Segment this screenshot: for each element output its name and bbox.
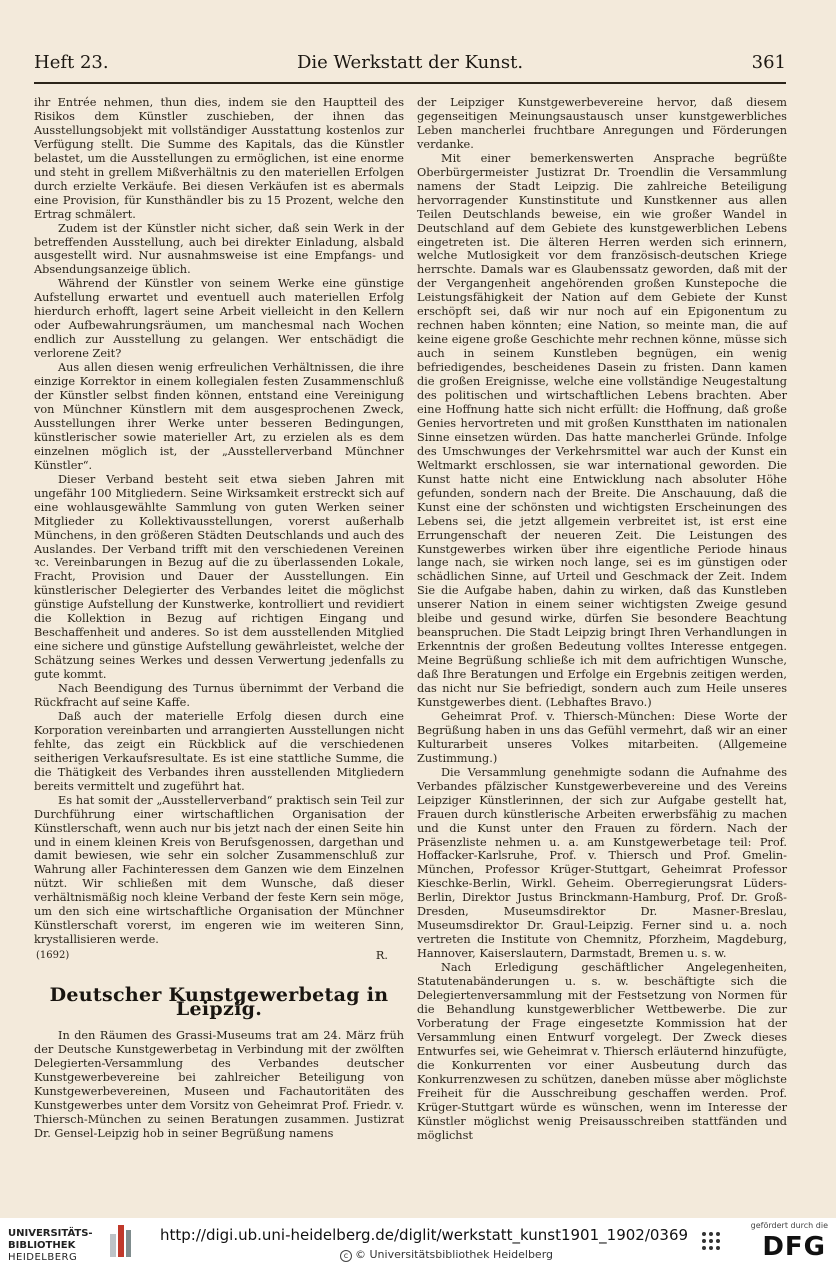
copyright-text: © Universitätsbibliothek Heidelberg [355, 1248, 554, 1261]
dfg-logo: DFG [762, 1232, 826, 1262]
funding-note: gefördert durch die [750, 1221, 828, 1230]
paragraph: Nach Erledigung geschäftlicher Angelegenheiten, Statutenabänderungen u. s. w. beschäftigte sich die Delegiertenversammlung mit der Festsetzung von Normen für die Behandlung kunstgewerblicher Wettbewerbe. Die zur Vorberatung der Frage eingesetzte Kommission hat der Versammlung einen Entwurf vorgelegt. Der Zweck dieses Entwurfes sei, wie Geheimrat v. Thiersch erläuternd hinzufügte, die Konkurrenten vor einer Ausbeutung durch das Konkurrenzwesen zu schützen, daneben müsse aber möglichste Freiheit für die Ausschreibung geschaffen werden. Prof. Krüger-Stuttgart würde es wünschen, wenn im Interesse der Künstler möglichst wenig Preisausschreiben stattfänden und möglichst [417, 961, 787, 1142]
article-number: (1692) [36, 950, 70, 962]
paragraph: der Leipziger Kunstgewerbevereine hervor, daß diesem gegenseitigen Meinungsaustausch unser kunstgewerbliches Leben mancherlei fruchtbare Anregungen und Förderungen verdanke. [417, 96, 787, 151]
copyright-icon: c [340, 1250, 352, 1262]
header-rule [34, 82, 786, 84]
viewer-footer [0, 1218, 836, 1265]
author-initial: R. [375, 949, 388, 963]
right-column [417, 96, 787, 1142]
paragraph: Zudem ist der Künstler nicht sicher, daß sein Werk in der betreffenden Ausstellung, auch bei direkter Einladung, alsbald ausgestellt wird. Nur ausnahmsweise ist eine Empfangs- und Absendungsanzeige üblich. [34, 221, 404, 277]
paragraph: Nach Beendigung des Turnus übernimmt der Verband die Rückfracht auf seine Kaffe. [34, 682, 404, 709]
paragraph: Daß auch der materielle Erfolg diesen durch eine Korporation vereinbarten und arrangierten Ausstellungen nicht fehlte, das zeigt ein Rückblick auf die verschiedenen seitherigen Verkaufsresultate. Es ist eine stattliche Summe, die die Thätigkeit des Verbandes ihren ausstellenden Mitgliedern bereits vermittelt und zugeführt hat. [34, 709, 404, 793]
running-header [34, 48, 786, 78]
page-number: 361 [751, 52, 786, 73]
paragraph: Mit einer bemerkenswerten Ansprache begrüßte Oberbürgermeister Justizrat Dr. Troendlin die Versammlung namens der Stadt Leipzig. Die zahlreiche Beteiligung hervorragender Kunstinstitute und Kunstkenner aus allen Teilen Deutschlands beweise, ein wie großer Wandel in Deutschland auf dem Gebiete des kunstgewerblichen Lebens eingetreten ist. Die älteren Herren werden sich erinnern, welche Mutlosigkeit vor dem französisch-deutschen Kriege herrschte. Damals war es Glaubenssatz geworden, daß mit der der Vergangenheit angehörenden großen Kunstepoche die Leistungsfähigkeit der Nation auf dem Gebiete der Kunst erschöpft sei, daß wir nur noch auf ein Epigonentum zu rechnen haben könnten; eine Nation, so meinte man, die auf keine eigene große Geschichte mehr rechnen könne, müsse sich auch in seinem Kunstleben begnügen, ein wenig befriedigendes, bescheidenes Dasein zu fristen. Dann kamen die großen Ereignisse, welche eine vollständige Neugestaltung des politischen und wirtschaftlichen Lebens brachten. Aber eine Hoffnung hatte sich nicht erfüllt: die Hoffnung, daß große Genies hervortreten und mit großen Kunstthaten im nationalen Sinne einsetzen würden. Das hatte mancherlei Gründe. Infolge des Umschwunges der Verkehrsmittel war auch der Kunst ein Weltmarkt erschlossen, sie war international geworden. Die Kunst hatte nicht eine Entwicklung nach absoluter Höhe gefunden, sondern nach der Breite. Die Anschauung, daß die Kunst eine der schönsten und wichtigsten Erscheinungen des Lebens sei, die jetzt allgemein verbreitet ist, ist erst eine Errungenschaft der neueren Zeit. Die Leistungen des Kunstgewerbes wirken über ihre eigentliche Periode hinaus lange nach, sie wirken noch lange, sei es im günstigen oder schädlichen Sinne, auf Urteil und Geschmack der Zeit. Indem Sie die Aufgabe haben, dahin zu wirken, daß das Kunstleben unserer Nation in einem seiner wichtigsten Zweige gesund bleibe und gesund wirke, dürfen Sie besondere Beachtung beanspruchen. Die Stadt Leipzig bringt Ihren Verhandlungen in Erkenntnis der großen Bedeutung volltes Interesse entgegen. Meine Begrüßung schließe ich mit dem aufrichtigen Wunsche, daß Ihre Beratungen und Erfolge ein Ergebnis zeitigen werden, das nicht nur Sie befriedigt, sondern auch zum Heile unseres Kunstgewerbes dient. (Lebhaftes Bravo.) [417, 151, 787, 709]
paragraph: Die Versammlung genehmigte sodann die Aufnahme des Verbandes pfälzischer Kunstgewerbevereine und des Vereins Leipziger Künstlerinnen, der sich zur Aufgabe gestellt hat, Frauen durch künstlerische Arbeiten erwerbsfähig zu machen und die Kunst unter den Frauen zu fördern. Nach der Präsenzliste nehmen u. a. am Kunstgewerbetage teil: Prof. Hoffacker-Karlsruhe, Prof. v. Thiersch und Prof. Gmelin-München, Professor Krüger-Stuttgart, Geheimrat Professor Kieschke-Berlin, Wirkl. Geheim. Oberregierungsrat Lüders-Berlin, Direktor Justus Brinckmann-Hamburg, Prof. Dr. Groß-Dresden, Museumsdirektor Dr. Masner-Breslau, Museumsdirektor Dr. Graul-Leipzig. Ferner sind u. a. noch vertreten die Institute von Chemnitz, Pforzheim, Magdeburg, Hannover, Kaiserslautern, Darmstadt, Bremen u. s. w. [417, 765, 787, 961]
logo-line: BIBLIOTHEK [8, 1240, 76, 1251]
article-signature [34, 949, 404, 965]
dfg-dots-icon [700, 1230, 726, 1256]
paragraph: Dieser Verband besteht seit etwa sieben Jahren mit ungefähr 100 Mitgliedern. Seine Wirksamkeit erstreckt sich auf eine wohlausgewählte Sammlung von guten Werken seiner Mitglieder zu Kollektivausstellungen, vorerst außerhalb Münchens, in den größeren Städten Deutschlands und auch des Auslandes. Der Verband trifft mit den verschiedenen Vereinen ꝛc. Vereinbarungen in Bezug auf die zu überlassenden Lokale, Fracht, Provision und Dauer der Ausstellungen. Ein künstlerischer Delegierter des Verbandes leitet die möglichst günstige Aufstellung der Kunstwerke, kontrolliert und revidiert die Kollektion in Bezug auf richtigen Eingang und Beschaffenheit und anderes. So ist dem ausstellenden Mitglied eine sichere und günstige Aufstellung gewährleistet, welche der Schätzung seines Werkes und dessen Verwertung jedenfalls zu gute kommt. [34, 472, 404, 682]
logo-line: HEIDELBERG [8, 1252, 78, 1263]
logo-line: UNIVERSITÄTS- [8, 1228, 93, 1239]
paragraph: Aus allen diesen wenig erfreulichen Verhältnissen, die ihre einzige Korrektor in einem kollegialen festen Zusammenschluß der Künstler selbst finden können, entstand eine Vereinigung von Münchner Künstlern mit dem ausgesprochenen Zweck, Ausstellungen ihrer Werke unter besseren Bedingungen, künstlerischer sowie materieller Art, zu erzielen als es dem einzelnen möglich ist, der „Ausstellerverband Münchner Künstler“. [34, 361, 404, 472]
issue-number: Heft 23. [34, 52, 109, 73]
permalink-url[interactable]: http://digi.ub.uni-heidelberg.de/diglit/werkstatt_kunst1901_1902/0369 [160, 1226, 689, 1244]
copyright-notice [340, 1248, 553, 1262]
paragraph: Es hat somit der „Ausstellerverband“ praktisch sein Teil zur Durchführung einer wirtschaftlichen Organisation der Künstlerschaft, wenn auch nur bis jetzt nach der einen Seite hin und in einem kleinen Kreis von Berufsgenossen, dargethan und damit bewiesen, wie sehr ein solcher Zusammenschluß zur Wahrung aller Fachinteressen dem Ganzen wie dem Einzelnen nützt. Wir schließen mit dem Wunsche, daß dieser verhältnismäßig noch kleine Verband der feste Kern sein möge, um den sich eine wirtschaftliche Organisation der Münchner Künstlerschaft vorerst, im engeren wie im weiteren Sinn, krystallisieren werde. [34, 793, 404, 947]
paragraph: Geheimrat Prof. v. Thiersch-München: Diese Worte der Begrüßung haben in uns das Gefühl vermehrt, daß wir an einer Kulturarbeit unseres Volkes mitarbeiten. (Allgemeine Zustimmung.) [417, 709, 787, 765]
library-logo-icon [104, 1222, 142, 1260]
left-column [34, 96, 404, 1141]
section-heading: Deutscher Kunstgewerbetag in Leipzig. [49, 984, 389, 1021]
paragraph: ihr Entrée nehmen, thun dies, indem sie den Hauptteil des Risikos dem Künstler zuschieben, der ihnen das Ausstellungsobjekt mit vollständiger Ausstattung kostenlos zur Verfügung stellt. Die Summe des Kapitals, das die Künstler belastet, um die Ausstellungen zu ermöglichen, ist eine enorme und steht in grellem Mißverhältnis zu den materiellen Erfolgen durch erzielte Verkäufe. Bei diesen Verkäufen ist es abermals eine Provision, für Kunsthändler bis zu 15 Prozent, welche den Ertrag schmälert. [34, 96, 404, 221]
library-logo-text [8, 1228, 93, 1264]
journal-title: Die Werkstatt der Kunst. [296, 52, 524, 73]
paragraph: Während der Künstler von seinem Werke eine günstige Aufstellung erwartet und eventuell auch materiellen Erfolg hierdurch erhofft, lagert seine Arbeit vielleicht in den Kellern oder Aufbewahrungsräumen, um manchesmal nach Wochen endlich zur Ausstellung zu gelangen. Wer entschädigt die verlorene Zeit? [34, 277, 404, 361]
paragraph: In den Räumen des Grassi-Museums trat am 24. März früh der Deutsche Kunstgewerbetag in Verbindung mit der zwölften Delegierten-Versammlung des Verbandes deutscher Kunstgewerbevereine bei zahlreicher Beteiligung von Kunstgewerbevereinen, Museen und Fachautoritäten des Kunstgewerbes unter dem Vorsitz von Geheimrat Prof. Friedr. v. Thiersch-München zu seinen Beratungen zusammen. Justizrat Dr. Gensel-Leipzig hob in seiner Begrüßung namens [34, 1029, 404, 1140]
